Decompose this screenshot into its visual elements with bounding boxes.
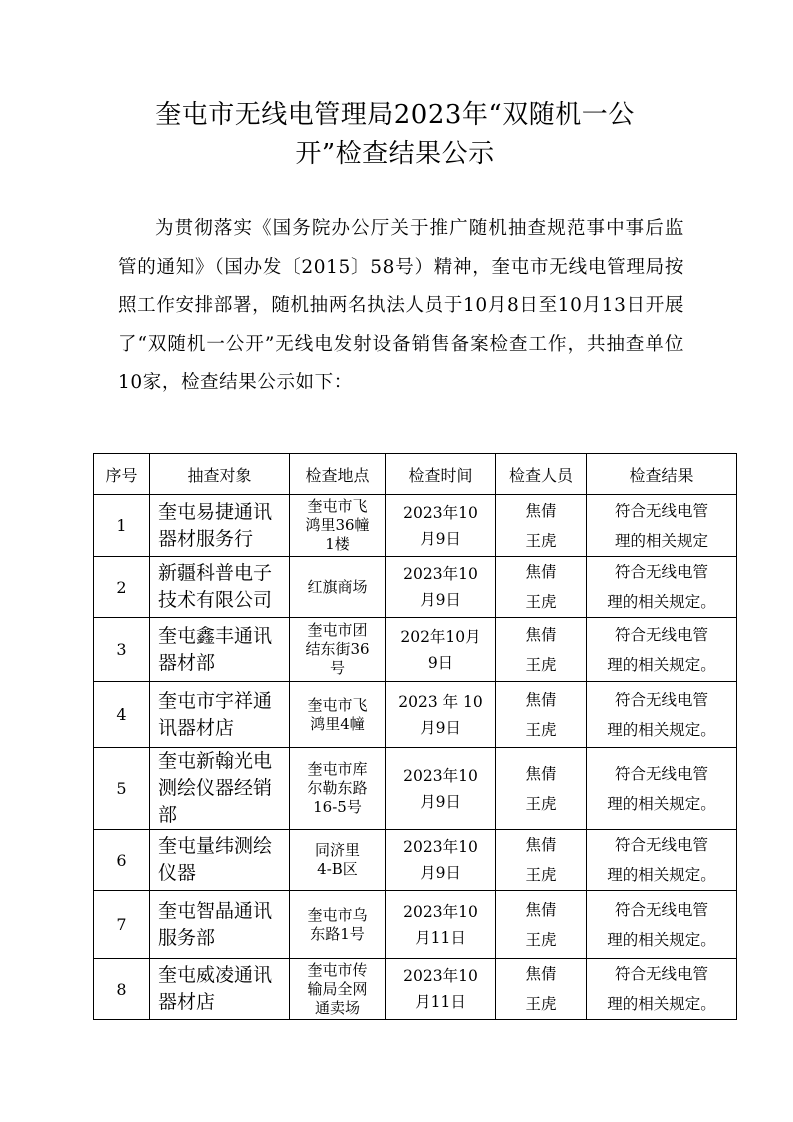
table-row	[94, 682, 737, 748]
cell-location-line: 16-5号	[313, 798, 362, 816]
cell-result	[587, 682, 737, 748]
cell-no: 1	[94, 495, 150, 557]
cell-target-line: 奎屯威凌通讯	[158, 964, 273, 986]
cell-time-line: 月9日	[420, 591, 461, 609]
cell-result-line: 符合无线电管	[614, 836, 708, 854]
cell-target	[150, 830, 290, 891]
cell-time-line: 月9日	[420, 529, 461, 548]
cell-no: 6	[94, 830, 150, 891]
cell-time-line: 2023年10	[403, 503, 478, 522]
cell-time-line: 月9日	[420, 792, 461, 811]
cell-staff	[496, 618, 587, 682]
cell-result	[587, 618, 737, 682]
cell-location-line: 同济里	[314, 841, 360, 859]
table-header-row	[94, 454, 737, 495]
cell-staff-line: 王虎	[525, 794, 557, 813]
cell-time-line: 2023年10	[403, 838, 478, 856]
cell-location-line: 1楼	[325, 535, 350, 553]
cell-target-line: 仪器	[158, 862, 197, 884]
cell-result-line: 符合无线电管	[614, 764, 708, 783]
cell-time	[386, 891, 496, 959]
cell-target-line: 技术有限公司	[158, 589, 273, 611]
cell-result-line: 理的相关规定。	[607, 995, 716, 1013]
document-title	[110, 96, 680, 174]
cell-target-line: 讯器材店	[158, 716, 235, 739]
cell-target	[150, 618, 290, 682]
cell-staff	[496, 682, 587, 748]
cell-location-line: 通卖场	[314, 998, 360, 1017]
cell-target	[150, 748, 290, 830]
cell-no: 8	[94, 959, 150, 1020]
cell-result-line: 理的相关规定。	[607, 930, 716, 949]
cell-location-line: 东路1号	[310, 924, 365, 943]
cell-time-line: 2023 年 10	[398, 692, 483, 711]
cell-target-line: 器材部	[158, 651, 216, 674]
cell-staff-line: 焦倩	[525, 900, 557, 919]
cell-result-line: 理的相关规定	[614, 531, 708, 550]
cell-time-line: 2023年10	[403, 902, 478, 921]
cell-time-line: 月9日	[420, 718, 461, 737]
cell-time	[386, 618, 496, 682]
cell-time-line: 2023年10	[403, 766, 478, 785]
cell-staff-line: 焦倩	[525, 764, 557, 783]
cell-time-line: 2023年10	[403, 565, 478, 583]
cell-location-line: 尔勒东路	[307, 779, 368, 797]
cell-time	[386, 682, 496, 748]
header-time: 检查时间	[386, 454, 496, 495]
cell-time-line: 月11日	[415, 928, 466, 947]
cell-location	[290, 495, 386, 557]
cell-location-line: 奎屯市传	[307, 960, 368, 979]
cell-location	[290, 830, 386, 891]
cell-target-line: 奎屯鑫丰通讯	[158, 624, 273, 647]
cell-result-line: 理的相关规定。	[607, 866, 716, 884]
header-target: 抽查对象	[150, 454, 290, 495]
table-row	[94, 557, 737, 618]
cell-staff-line: 焦倩	[525, 501, 557, 520]
cell-location-line: 奎屯市乌	[307, 905, 368, 924]
cell-no: 4	[94, 682, 150, 748]
cell-result-line: 符合无线电管	[614, 563, 708, 581]
cell-time	[386, 557, 496, 618]
cell-result	[587, 557, 737, 618]
cell-staff-line: 焦倩	[525, 836, 557, 854]
header-result: 检查结果	[587, 454, 737, 495]
cell-result	[587, 495, 737, 557]
cell-staff-line: 王虎	[525, 531, 557, 550]
cell-staff	[496, 495, 587, 557]
cell-staff-line: 焦倩	[525, 563, 557, 581]
cell-result-line: 理的相关规定。	[607, 794, 716, 813]
cell-target-line: 部	[158, 804, 178, 826]
cell-result-line: 符合无线电管	[614, 625, 708, 644]
cell-target	[150, 891, 290, 959]
cell-no: 2	[94, 557, 150, 618]
cell-location-line: 输局全网	[307, 979, 368, 998]
cell-location	[290, 748, 386, 830]
cell-target-line: 奎屯市宇祥通	[158, 689, 273, 712]
cell-result	[587, 891, 737, 959]
title-line-1: 奎屯市无线电管理局2023年“双随机一公	[155, 100, 635, 130]
cell-location	[290, 557, 386, 618]
cell-time-line: 9日	[427, 653, 454, 672]
cell-time	[386, 830, 496, 891]
cell-target-line: 奎屯易捷通讯	[158, 500, 273, 523]
table-row	[94, 618, 737, 682]
cell-location-line: 奎屯市库	[307, 760, 368, 778]
table-row	[94, 959, 737, 1020]
cell-location-line: 奎屯市飞	[307, 497, 368, 515]
cell-time-line: 月11日	[415, 993, 466, 1011]
table-row	[94, 495, 737, 557]
cell-target-line: 测绘仪器经销	[158, 777, 273, 799]
cell-staff	[496, 830, 587, 891]
cell-target-line: 器材服务行	[158, 527, 254, 550]
header-no: 序号	[94, 454, 150, 495]
cell-result-line: 符合无线电管	[614, 690, 708, 709]
header-staff: 检查人员	[496, 454, 587, 495]
table-row	[94, 830, 737, 891]
cell-time	[386, 495, 496, 557]
cell-time-line: 202年10月	[400, 627, 481, 646]
cell-location-line: 号	[329, 659, 345, 677]
header-location: 检查地点	[290, 454, 386, 495]
table-row	[94, 891, 737, 959]
cell-result	[587, 748, 737, 830]
cell-staff-line: 王虎	[525, 593, 557, 611]
cell-result-line: 理的相关规定。	[607, 655, 716, 674]
cell-location-line: 鸿里36幢	[305, 516, 370, 534]
cell-no: 5	[94, 748, 150, 830]
cell-target-line: 器材店	[158, 991, 216, 1013]
cell-time-line: 2023年10	[403, 967, 478, 985]
cell-result-line: 符合无线电管	[614, 965, 708, 983]
cell-staff-line: 焦倩	[525, 690, 557, 709]
cell-location-line: 鸿里4幢	[310, 714, 365, 733]
cell-staff-line: 焦倩	[525, 625, 557, 644]
cell-staff	[496, 748, 587, 830]
cell-target	[150, 495, 290, 557]
cell-target	[150, 557, 290, 618]
cell-location-line: 结东街36	[305, 640, 370, 658]
cell-location-line: 红旗商场	[307, 577, 368, 596]
cell-result	[587, 959, 737, 1020]
cell-target-line: 奎屯新翰光电	[158, 750, 273, 772]
cell-target-line: 新疆科普电子	[158, 562, 273, 584]
cell-time	[386, 748, 496, 830]
cell-location-line: 4-B区	[317, 860, 358, 878]
cell-target-line: 服务部	[158, 926, 216, 949]
intro-paragraph: 为贯彻落实《国务院办公厅关于推广随机抽查规范事中事后监管的通知》（国办发〔2015〕58号）精神，奎屯市无线电管理局按照工作安排部署，随机抽两名执法人员于10月8日至10月13日开展了“双随机一公开”无线电发射设备销售备案检查工作，共抽查单位10家，检查结果公示如下：	[118, 218, 684, 393]
cell-target	[150, 682, 290, 748]
table-row	[94, 748, 737, 830]
cell-staff-line: 王虎	[525, 720, 557, 739]
cell-location	[290, 682, 386, 748]
cell-time-line: 月9日	[420, 864, 461, 882]
title-line-2: 开”检查结果公示	[295, 139, 495, 169]
inspection-results-table	[93, 453, 737, 1020]
cell-location	[290, 618, 386, 682]
cell-location	[290, 959, 386, 1020]
cell-result-line: 理的相关规定。	[607, 720, 716, 739]
cell-result-line: 理的相关规定。	[607, 593, 716, 611]
cell-target-line: 奎屯智晶通讯	[158, 899, 273, 922]
cell-result-line: 符合无线电管	[614, 900, 708, 919]
cell-staff	[496, 891, 587, 959]
cell-location-line: 奎屯市飞	[307, 695, 368, 714]
cell-staff-line: 焦倩	[525, 965, 557, 983]
cell-staff-line: 王虎	[525, 995, 557, 1013]
cell-time	[386, 959, 496, 1020]
cell-no: 3	[94, 618, 150, 682]
cell-result	[587, 830, 737, 891]
cell-staff-line: 王虎	[525, 655, 557, 674]
cell-staff-line: 王虎	[525, 930, 557, 949]
cell-location-line: 奎屯市团	[307, 621, 368, 639]
cell-no: 7	[94, 891, 150, 959]
cell-staff-line: 王虎	[525, 866, 557, 884]
cell-staff	[496, 557, 587, 618]
cell-result-line: 符合无线电管	[614, 501, 708, 520]
cell-location	[290, 891, 386, 959]
cell-target-line: 奎屯量纬测绘	[158, 835, 273, 857]
cell-staff	[496, 959, 587, 1020]
cell-target	[150, 959, 290, 1020]
